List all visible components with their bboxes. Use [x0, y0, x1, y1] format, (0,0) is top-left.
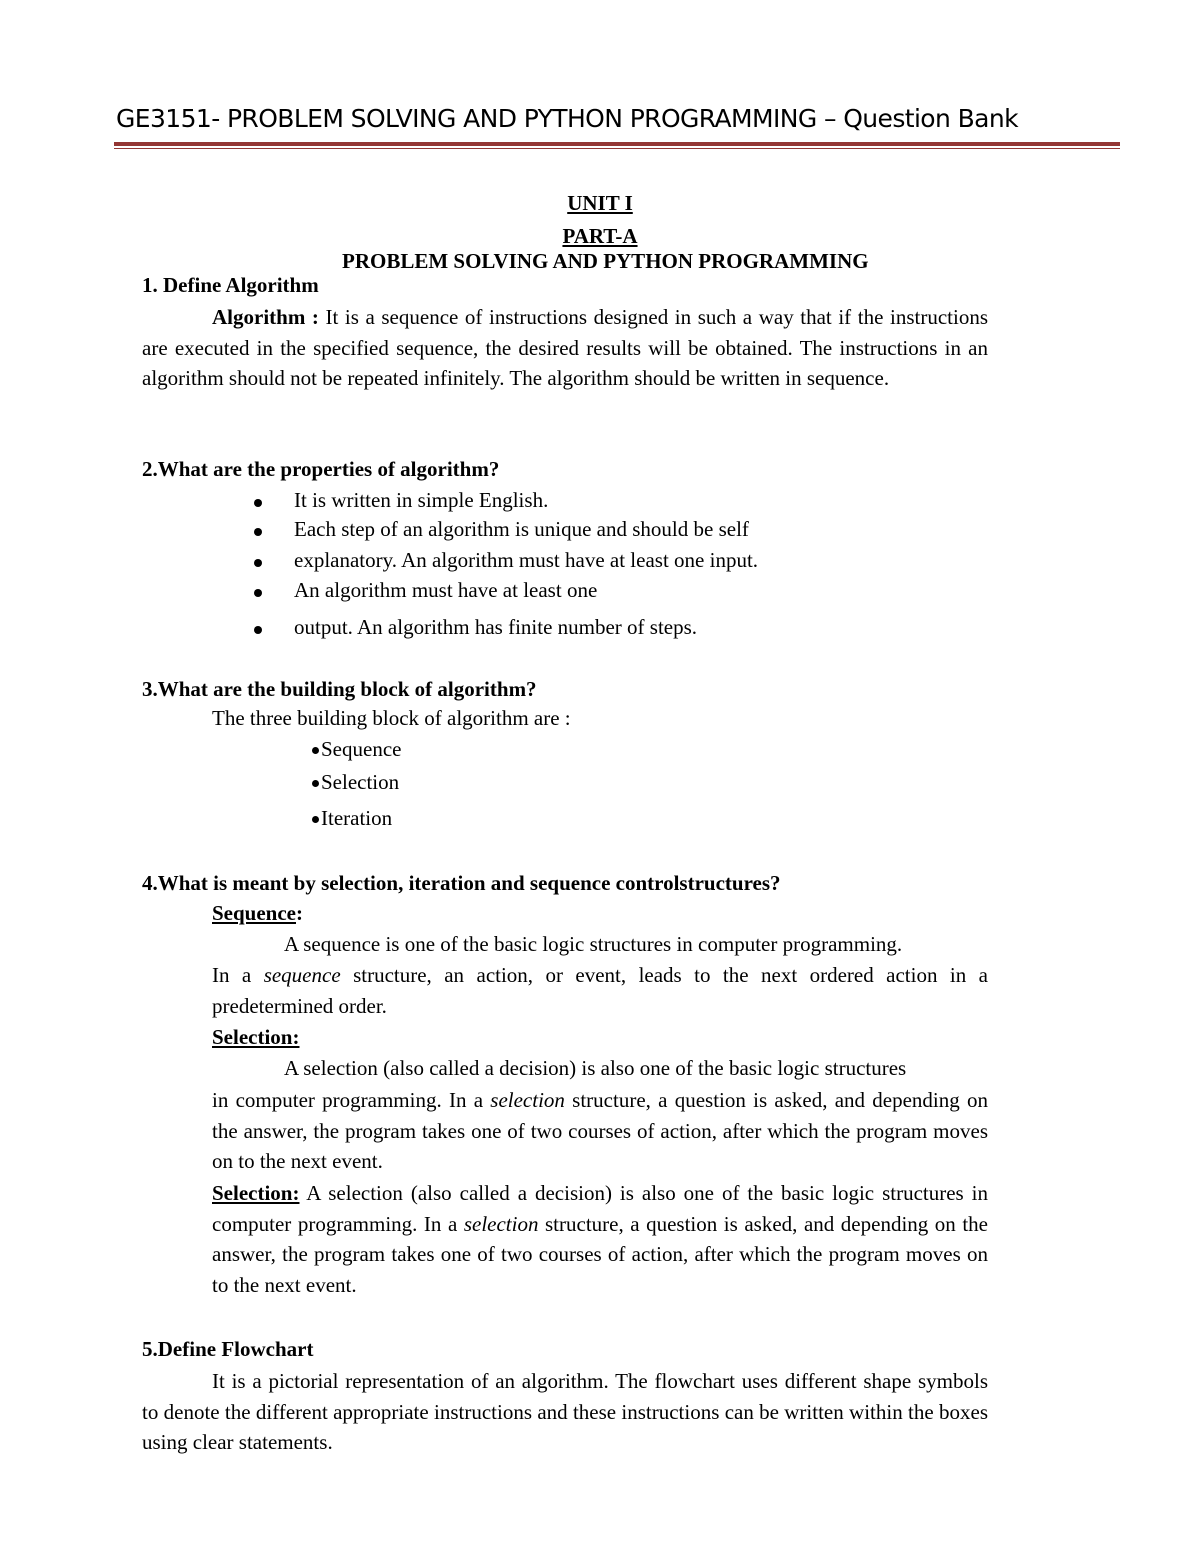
- bullet-icon: [312, 816, 319, 823]
- bullet-icon: [312, 747, 319, 754]
- sequence-line-1: A sequence is one of the basic logic structures in computer programming.: [284, 932, 903, 956]
- bullet-icon: [254, 559, 262, 567]
- selection-description: in computer programming. In a selection structure, a question is asked, and depending on the answer, the program takes one of two courses of action, after which the program moves on to the next event.: [212, 1088, 989, 1173]
- question-1-answer: [142, 302, 988, 394]
- bullet-icon: [254, 589, 262, 597]
- subject-title: PROBLEM SOLVING AND PYTHON PROGRAMMING: [342, 249, 869, 273]
- part-title: PART-A: [562, 224, 638, 248]
- header-rule-thick: [114, 142, 1120, 146]
- algorithm-term: Algorithm :: [212, 305, 319, 329]
- question-3-heading: 3.What are the building block of algorithm?: [142, 677, 537, 701]
- question-2-heading: 2.What are the properties of algorithm?: [142, 457, 500, 481]
- question-5-heading: 5.Define Flowchart: [142, 1337, 314, 1361]
- selection-label: Selection:: [212, 1025, 300, 1049]
- header-rule-thin: [114, 148, 1120, 149]
- building-blocks-intro: The three building block of algorithm are :: [212, 706, 571, 730]
- bullet-icon: [254, 528, 262, 536]
- selection-description-2: Selection: A selection (also called a decision) is also one of the basic logic structures in computer programming. In a selection structure, a question is asked, and depending on the answer, the program takes one of two courses of action, after which the program moves on to the next event.: [212, 1181, 988, 1297]
- flowchart-definition: It is a pictorial representation of an algorithm. The flowchart uses different shape symbols to denote the different appropriate instructions and these instructions can be written within the boxes using clear statements.: [142, 1369, 988, 1454]
- bullet-icon: [254, 499, 262, 507]
- question-1-heading: 1. Define Algorithm: [142, 273, 319, 297]
- algorithm-definition: It is a sequence of instructions designed in such a way that if the instructions are executed in the specified sequence, the desired results will be obtained. The instructions in an algorithm should not be repeated infinitely. The algorithm should be written in sequence.: [142, 305, 988, 390]
- page-header-title: GE3151- PROBLEM SOLVING AND PYTHON PROGRAMMING – Question Bank: [116, 104, 1018, 133]
- unit-title: UNIT I: [567, 191, 633, 215]
- selection-label-2: Selection:: [212, 1181, 300, 1205]
- list-item: Sequence: [312, 737, 401, 762]
- sequence-label: Sequence:: [212, 901, 303, 925]
- question-4-heading: 4.What is meant by selection, iteration and sequence controlstructures?: [142, 871, 781, 895]
- list-item: Iteration: [312, 806, 392, 831]
- list-item: Selection: [312, 770, 399, 795]
- selection-line-1: A selection (also called a decision) is also one of the basic logic structures: [284, 1056, 907, 1080]
- bullet-icon: [254, 626, 262, 634]
- sequence-description: In a sequence structure, an action, or event, leads to the next ordered action in a predetermined order.: [212, 963, 988, 1018]
- bullet-icon: [312, 780, 319, 787]
